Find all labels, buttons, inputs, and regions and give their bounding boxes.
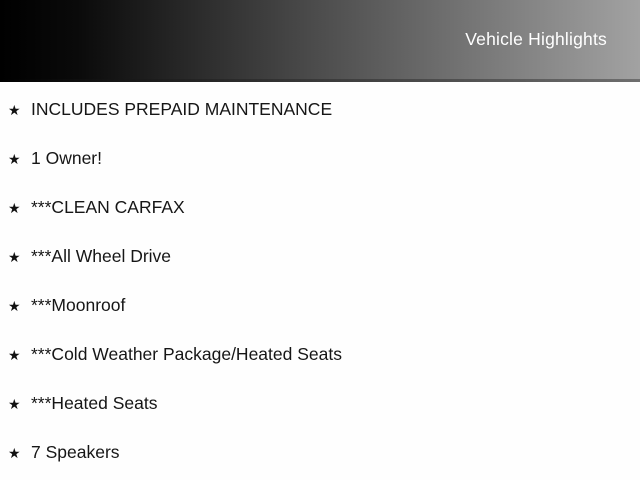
- list-item: [8, 379, 640, 428]
- list-item: [8, 183, 640, 232]
- list-item: [8, 85, 640, 134]
- list-item-label: ***CLEAN CARFAX: [31, 197, 185, 217]
- list-item: [8, 232, 640, 281]
- highlights-list: [0, 82, 640, 477]
- star-bullet-icon: ★: [8, 200, 21, 216]
- header-banner: [0, 0, 640, 79]
- star-bullet-icon: ★: [8, 102, 21, 118]
- page-title: Vehicle Highlights: [465, 29, 607, 49]
- star-bullet-icon: ★: [8, 445, 21, 461]
- list-item-label: ***Heated Seats: [31, 393, 158, 413]
- list-item-label: ***Cold Weather Package/Heated Seats: [31, 344, 342, 364]
- list-item: [8, 134, 640, 183]
- list-item-label: INCLUDES PREPAID MAINTENANCE: [31, 99, 333, 119]
- list-item-label: ***All Wheel Drive: [31, 246, 172, 266]
- star-bullet-icon: ★: [8, 151, 21, 167]
- list-item-label: ***Moonroof: [31, 295, 126, 315]
- star-bullet-icon: ★: [8, 347, 21, 363]
- list-item-label: 7 Speakers: [31, 442, 120, 462]
- star-bullet-icon: ★: [8, 249, 21, 265]
- star-bullet-icon: ★: [8, 396, 21, 412]
- list-item: [8, 281, 640, 330]
- list-item: [8, 428, 640, 477]
- list-item: [8, 330, 640, 379]
- star-bullet-icon: ★: [8, 298, 21, 314]
- list-item-label: 1 Owner!: [31, 148, 102, 168]
